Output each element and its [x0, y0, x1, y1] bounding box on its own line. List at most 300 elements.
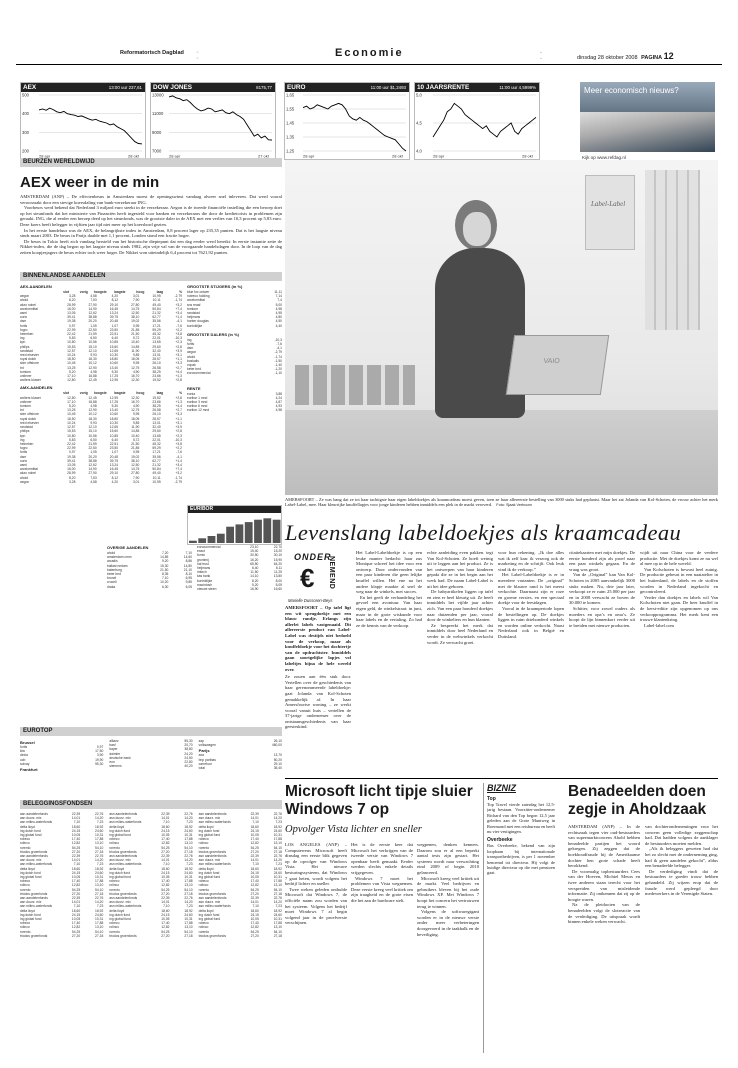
label-article-paragraph: Label-label.com [644, 622, 674, 628]
stock-value: 18,60 [71, 908, 81, 913]
stock-value: 24,15 [71, 828, 81, 833]
stock-name: asn aandelenfonds [198, 854, 227, 859]
stock-name: ahold [187, 354, 196, 359]
stock-value: 18,60 [250, 866, 259, 871]
stock-value: 17,40 [161, 837, 170, 842]
stock-name: blue fox ontwer [187, 290, 210, 294]
stock-name: euribor 6 mnd [187, 404, 208, 409]
chart-series-line [303, 103, 406, 151]
stock-name: asn duurz. mix [109, 858, 131, 863]
stock-value: 13,70 [273, 753, 282, 758]
stock-value: 13,25 [67, 365, 76, 370]
stock-value: 20,20 [88, 319, 97, 324]
stock-value: 10,24 [67, 420, 76, 425]
label-article-paragraph: Vooral in de kraamperiode lopen de bestellingen op. De doekjes liggen in ruim driehonderd winkels en worden online verkocht. Naast Nederland ook in België en Duitsland. [498, 605, 564, 639]
stock-value: 12,95 [109, 378, 119, 383]
masthead-section-title: Economie [335, 47, 404, 59]
stock-value: 15,40 [250, 549, 259, 554]
label-article-author: Marielle Dussoren-Beys [288, 598, 333, 603]
stock-value: 5,20 [69, 404, 76, 409]
beurzen-body [20, 194, 282, 270]
stock-value: 27,20 [161, 891, 170, 896]
stock-name: axa [198, 753, 204, 758]
stock-value: 12,45 [88, 378, 97, 383]
ondernemend-badge [288, 550, 354, 596]
stock-value: 18,80 [109, 357, 119, 362]
stock-value: 16,88 [88, 399, 97, 404]
stock-name: vopak [187, 363, 196, 368]
stock-value: 18,92 [273, 866, 282, 871]
stock-value: 10,31 [273, 917, 282, 922]
stock-name: imtech [197, 570, 207, 575]
stock-value: 5,30 [111, 369, 119, 374]
stock-value: 17,88 [95, 921, 104, 926]
label-article-paragraph: De babyartikelen liggen op tafel en zien er heel kleurig uit. Ze heeft inmiddels het vijfde jaar achter zich. Van een paar honderd doekjes naar duizenden per jaar, vooral door de winkeliers en hun klanten. [427, 589, 493, 623]
stock-name: asn aandelenfonds [198, 812, 227, 816]
stock-value: laagste [114, 290, 126, 294]
stock-name: draka [107, 584, 116, 589]
bizniz-column [483, 783, 555, 1053]
stock-value: 14,85 [160, 555, 169, 560]
stock-name: tomtom [20, 369, 31, 374]
ms-article-subhead: Opvolger Vista lichter en sneller [285, 824, 422, 835]
stock-name: robeco [20, 837, 31, 842]
chart-ytick: 1,55 [286, 106, 295, 112]
stock-value: 19,02 [131, 319, 140, 324]
stock-value: +3,2 [175, 302, 182, 307]
stock-value: 10,85 [109, 340, 119, 345]
stock-name: asn duurz. mix [20, 858, 42, 863]
stock-name: rorento [109, 845, 120, 850]
stock-name: fornix [197, 553, 206, 558]
stock-name: koninklijke [197, 578, 213, 583]
ahold-article-paragraph: De voormalig topbestuurders Cees van der Hoeven, Michiel Meurs en twee anderen staan terecht voor het verspreiden van misleidende informatie. Zij ontkennen dat zij op de hoogte waren. [568, 868, 640, 902]
stock-value: laag [156, 391, 164, 396]
stock-value: 29,60 [152, 344, 161, 349]
stock-value: 22,39 [161, 812, 170, 816]
stock-value: 4,20 [111, 294, 119, 299]
stock-value: 17,25 [109, 399, 119, 404]
stock-value: 10,31 [184, 875, 193, 880]
stock-name: royal dutch [20, 357, 37, 362]
label-article-col4 [498, 550, 564, 775]
stock-value: 24,60 [95, 912, 104, 917]
stock-value: 11,90 [131, 348, 140, 353]
stock-value: 28,99 [67, 302, 76, 307]
stock-name: ing dutch fund [198, 870, 220, 875]
stock-value: +2,3 [175, 433, 182, 438]
chart-title: AEX 13:00 uur 237,61 [21, 83, 145, 92]
stock-value: 4,50 [275, 319, 282, 324]
stock-value: 12,10 [88, 425, 97, 430]
stock-value: 7,23 [186, 904, 193, 909]
stock-name: asn milieu-waterfonds [20, 820, 53, 825]
stock-value: 13,05 [67, 462, 76, 467]
ms-article-headline: Microsoft licht tipje sluier Windows 7 op [285, 783, 473, 818]
label-article-paragraph: Van Kolschoten is bewust heel zuinig. De productie gebeurt in een naaiatelier in het buitenland, de labels en de stoffen worden in Nederland ingekocht en gecontroleerd. [640, 566, 718, 595]
stock-value: 10,31 [95, 833, 104, 838]
euribor-bar [208, 536, 216, 543]
chart-xtick-end: 28 okt [522, 153, 533, 159]
stock-name: asn duurz. mix [198, 816, 221, 821]
stock-value: 10,11 [152, 298, 161, 303]
stock-value: 38,25 [152, 369, 161, 374]
stock-name: rorento [198, 929, 210, 934]
stock-value: +1,1 [175, 416, 182, 421]
stock-value: 8,86 [185, 559, 192, 564]
stock-value: 12,95 [109, 395, 119, 400]
stock-value: 26,58 [152, 408, 161, 413]
stock-name: ing global fund [20, 875, 42, 880]
stock-value: 10,24 [67, 353, 76, 358]
stock-value: 54,25 [250, 887, 259, 892]
stock-value: 21,50 [160, 567, 169, 572]
ad-headline: Meer economisch nieuws? [584, 86, 679, 95]
stock-name: beter bed [107, 572, 121, 577]
stock-value: 39,75 [109, 315, 119, 320]
chart-xtick-start: 28 apr [39, 153, 51, 159]
beurzen-paragraph: AMSTERDAM (ANP) – De effectenbeurs in Amsterdam moest de openingswinst vandaag alweer snel inleveren. Dat werd vooral veroorzaakt door een stevige koersdaling van bank-verzekeraar ING. [20, 194, 282, 205]
stock-name: daimler [109, 751, 121, 756]
stock-name: rorento [20, 929, 31, 934]
stock-value: 32,40 [152, 425, 161, 430]
stock-value: 9,95 [132, 412, 140, 417]
stock-value: 35,40 [273, 766, 282, 771]
stock-value: -1,20 [274, 367, 282, 372]
label-article-paragraph: Van de „Original” kan Van Kol-Schoten in 2005 aanvankelijk 3000 stuks maken. Nu, drie jaar later, verkoopt ze er ruim 25.000 per jaar en in 2008 verwacht ze boven de 30.000 te komen. [569, 572, 635, 606]
stock-name: delta lloyd [109, 908, 125, 913]
stock-value: +3,4 [175, 311, 182, 316]
stock-value: 13,10 [95, 925, 104, 930]
stock-value: 21,32 [152, 462, 161, 467]
stock-value: 17,25 [109, 374, 119, 379]
stock-name: eurocommercial [197, 545, 221, 549]
stock-value: 14,10 [250, 574, 259, 579]
stock-value: -2,79 [174, 479, 182, 484]
stock-value: 6,40 [251, 566, 259, 571]
stock-name: asn duurz. mix [109, 816, 131, 821]
stock-value: 45,32 [152, 332, 161, 337]
stock-value: 27,20 [71, 849, 81, 854]
masthead-dots-right: ◦ ◦ [540, 50, 542, 62]
stock-value: 38,10 [131, 315, 140, 320]
masthead-dots-left: ◦ ◦ [196, 50, 199, 62]
stock-value: 16,70 [131, 374, 140, 379]
stock-value: 13,10 [184, 883, 193, 888]
stock-name: ing dutch fund [198, 828, 220, 833]
stock-value: 10,30 [109, 353, 119, 358]
label-article-col1 [285, 605, 351, 775]
euribor-bar [245, 522, 253, 543]
stock-name: asn milieu-waterfonds [109, 904, 142, 909]
stock-value: 14,01 [250, 816, 259, 821]
badge-word-top: ONDER [294, 552, 332, 562]
stock-value: 14,01 [161, 816, 170, 821]
stock-value: 38,80 [184, 747, 193, 752]
stock-name: aegon [20, 479, 30, 484]
stock-value: 59,29 [152, 327, 161, 332]
stock-value: 8,12 [111, 298, 119, 303]
stock-name: ing [20, 437, 25, 442]
stock-value: 13,65 [152, 433, 161, 438]
stock-name: arcelormittal [187, 298, 205, 303]
stock-name: ing dutch fund [198, 912, 220, 917]
stock-name: carrefour [198, 761, 212, 766]
stock-value: 17,88 [184, 879, 193, 884]
stock-value: 28,57 [152, 416, 161, 421]
stock-value: 17,10 [67, 374, 76, 379]
stock-value: 12,65 [109, 348, 119, 353]
stock-value: 39,41 [67, 315, 76, 320]
stock-value: 12,57 [67, 425, 76, 430]
stock-value: 24,50 [184, 755, 193, 760]
stock-value: 14,60 [183, 555, 192, 560]
stock-name: ing global fund [198, 917, 221, 922]
stock-value: 26,58 [152, 365, 161, 370]
stock-value: 10,85 [109, 433, 119, 438]
stock-value: 13,10 [184, 841, 193, 846]
stock-value: 13,10 [273, 925, 282, 930]
stock-name: dexia [20, 753, 28, 758]
stock-value: 24,60 [95, 828, 104, 833]
stock-value: 17,40 [71, 921, 81, 926]
chart-ytick: 1,45 [286, 120, 295, 126]
badge-euro-icon: € [300, 563, 315, 593]
stock-value: 14,75 [131, 306, 140, 311]
stock-value: 26,10 [152, 412, 161, 417]
stock-value: 24,20 [184, 751, 193, 756]
stock-value: 0,97 [69, 450, 76, 455]
stock-name: euribor 1 mnd [187, 395, 208, 400]
stock-value: 22,80 [184, 760, 193, 765]
masthead-paper-name: Reformatorisch Dagblad [120, 50, 184, 56]
euribor-chart [187, 505, 282, 545]
stock-value: 10,30 [109, 420, 119, 425]
stock-value: 22,76 [95, 896, 104, 901]
stock-name: bayer [109, 747, 118, 752]
bizniz-section-text: Top Travel vierde zaterdag het 12,5-jarig bestaan. Voorzitter-ondernemer Richard van den Top begon 12,5 jaar geleden aan de Grote Muntweg in Roermond met een reisbureau en heeft nu vier vestigingen. [487, 802, 555, 835]
stock-name: allianz [109, 739, 119, 743]
stock-value: 17,40 [250, 837, 259, 842]
stock-value: 7,20 [161, 551, 169, 555]
stock-name: aegon [187, 350, 197, 355]
stock-value: 6,40 [111, 336, 119, 341]
stock-value: 40,20 [184, 764, 193, 769]
stock-value: 22,42 [67, 332, 76, 337]
stock-name: delta lloyd [198, 908, 214, 913]
stock-value: 8,20 [69, 475, 76, 480]
fondsen-row [20, 934, 103, 938]
stock-value: +3,9 [175, 348, 182, 353]
web-ad-banner[interactable] [580, 82, 715, 152]
stock-value: 22,01 [152, 437, 161, 442]
stock-value: 22,99 [67, 327, 76, 332]
stock-name: tomtom [20, 404, 31, 409]
stock-value: 27,90 [88, 302, 97, 307]
stock-value: 21,59 [88, 332, 97, 337]
stock-name: delta lloyd [198, 866, 214, 871]
stock-name: corio [20, 458, 28, 463]
stock-value: 4,20 [111, 479, 119, 484]
stock-value: 22,01 [152, 336, 161, 341]
stock-value: 7,23 [186, 820, 193, 825]
photo-person-face [463, 212, 491, 246]
stock-name: rolinco [20, 883, 30, 888]
chart-aex [20, 82, 146, 160]
stock-value: 16,20 [250, 557, 259, 562]
stock-value: 7,90 [132, 475, 140, 480]
stock-value: 11,11 [274, 290, 282, 294]
stock-value: 15,20 [273, 549, 282, 554]
stock-value: 4,87 [275, 400, 282, 405]
stock-value: 54,10 [184, 845, 193, 850]
stock-value: 13,80 [273, 574, 282, 579]
stock-value: 35,56 [152, 319, 161, 324]
stock-value: 19,38 [67, 454, 76, 459]
stock-value: 18,60 [250, 824, 259, 829]
ms-article-paragraph: Volgens de softwaregigant worden er in de nieuwe versie onder meer verbeteringen doorgevoerd in de taakbalk en de beveiliging. [417, 909, 479, 937]
stock-value: 10,95 [152, 294, 161, 299]
stock-value: 22,39 [250, 896, 259, 901]
stock-value: 18,92 [95, 824, 104, 829]
stock-value: 14,90 [88, 306, 97, 311]
overige-row [107, 585, 192, 589]
stock-value: 17,88 [184, 921, 193, 926]
ms-article-paragraph: LOS ANGELES (ANP) – Computerreus Microsoft heeft dinsdag een eerste blik gegeven op de opvolger van Windows Vista. Het nieuwe besturingssysteem, dat Windows 7 gaat heten, wordt volgens het bedrijf lichter en sneller. [285, 842, 347, 887]
stock-value: 0,95 [132, 450, 140, 455]
stock-name: triodos groenfonds [20, 891, 48, 896]
stock-value: 38,88 [88, 458, 97, 463]
stock-value: 10,40 [131, 340, 140, 345]
stock-value: 6,30 [161, 584, 169, 589]
stock-value: laagste [114, 391, 126, 396]
stock-value: 7,14 [275, 294, 282, 299]
stock-value: 7,53 [90, 298, 97, 303]
stock-name: rorento [20, 887, 31, 892]
stock-value: 17,88 [273, 921, 282, 926]
stock-value: +3,3 [175, 412, 182, 417]
label-article-paragraph: wijdt uit naar China voor de verdere productie. Met de doekjes komt ze nu wel al mee op in de hele wereld. [640, 550, 718, 567]
stock-value: +4,4 [175, 404, 182, 409]
stock-name: asn milieu-waterfonds [109, 820, 142, 825]
stock-value: 27,80 [131, 471, 140, 476]
stock-value: 22,99 [67, 446, 76, 451]
stock-name: rorento [109, 887, 120, 892]
stock-value: 14,20 [184, 858, 193, 863]
stock-name: sbm offshore [20, 361, 39, 366]
chart-plot [151, 92, 275, 159]
stock-value: 18,80 [109, 416, 119, 421]
stock-value: 17,88 [184, 837, 193, 842]
stock-value: 1,05 [90, 450, 97, 455]
stock-name: unilever [20, 399, 32, 404]
fondsen-table [20, 812, 282, 1052]
stock-name: sbm offshore [20, 412, 39, 417]
stock-name: rorento [109, 929, 120, 934]
stock-value: 21,10 [183, 567, 192, 572]
stock-name: triodos groenfonds [109, 891, 137, 896]
label-article-col6 [640, 550, 718, 775]
stijgers-row [187, 324, 282, 328]
stock-name: fugro [20, 446, 28, 451]
ms-article-paragraph: Windows 7 moet het problemen van Vista wegnemen. Deze versie kreeg veel kritiek om zijn traagheid en de grote eisen die het aan de hardware stelt. [351, 875, 413, 903]
stock-name: heineken [20, 332, 34, 337]
stock-value: 24,60 [184, 912, 193, 917]
stock-value: % [179, 290, 182, 294]
stock-value: 13,01 [152, 420, 161, 425]
stock-name: rorento [20, 845, 31, 850]
stock-name: kpn [20, 433, 26, 438]
stock-name: kas bank [197, 574, 211, 579]
stock-value: 27,80 [131, 302, 140, 307]
stock-value: 4,90 [132, 404, 140, 409]
stock-name: heijmans [197, 566, 211, 571]
stock-name: reed elsevier [20, 353, 39, 358]
stock-value: 10,12 [88, 412, 97, 417]
stock-name: rolinco [20, 925, 30, 930]
stock-name: wolters kluwer [20, 378, 41, 383]
stock-name: ing global fund [109, 875, 131, 880]
euribor-bar [273, 520, 281, 543]
chart-xtick-start: 28 apr [169, 153, 181, 159]
stock-name: asn milieu-waterfonds [20, 904, 53, 909]
stock-value: +7,4 [175, 306, 182, 311]
ms-article-col1 [285, 842, 347, 1052]
stock-value: 1,07 [111, 450, 119, 455]
stock-value: -1,40 [274, 363, 282, 368]
ms-article-paragraph: wegpenen, denken kenners. Daarom zou er al een beperkt aantal tests zijn gestart. Het systeem wordt naar verwachting eind 2009 of begin 2010 gelanceerd. [417, 842, 479, 875]
stock-value: 14,20 [95, 858, 104, 863]
label-article-lead: AMERSFOORT – Op tafel ligt een wit speugdoekje met een blauw randje. Erlangs zijn allerlei labels vastgenaaid. Dit allereerste product van Label-Label was destijds niet bedoeld voor de verkoop, maar als knuffeldoekje voor het dochtertje van de opdrachtster. Inmiddels gaan soortgelijke lapjes vol labeltjes bijna de hele wereld over. [285, 605, 351, 672]
chart-plot [415, 92, 539, 159]
stock-value: 18,30 [88, 357, 97, 362]
stock-value: -10,3 [174, 437, 182, 442]
stock-value: 17,21 [152, 450, 161, 455]
stock-value: 20,20 [88, 454, 97, 459]
ahold-article-paragraph: „Als ik beleggers geweten had dat het zo slecht met de onderneming ging, had ik geen aandelen gekocht”, aldus een benadeelde belegger. [645, 846, 718, 869]
stock-value: 14,01 [71, 900, 81, 905]
label-article-paragraph: echte aanleiding even pakken. tegt Van Kol-Schoten. Ze hoeft weinig uit te leggen aan het product. Ze is het ontwerpen van haar kinderen gepakt die ze in het begin aan het werk had. De naam Label-Label is uit het idee geboren. [427, 550, 493, 589]
stock-name: euribor 12 mnd [187, 408, 210, 413]
stock-name: royal dutch [20, 416, 37, 421]
chart-xtick-end: 28 okt [392, 153, 403, 159]
stock-value: 10,31 [95, 917, 104, 922]
stock-value: 30,10 [273, 553, 282, 558]
stock-value: 18,92 [184, 866, 193, 871]
stock-value: 14,20 [273, 858, 282, 863]
stock-name: robeco [109, 921, 120, 926]
stock-name: ing dutch fund [109, 870, 131, 875]
stock-value: 17,88 [95, 879, 104, 884]
stock-name: aegon [20, 294, 30, 299]
stock-value: 10,12 [88, 361, 97, 366]
ad-cta-link[interactable]: Kijk op www.refdag.nl [582, 155, 626, 160]
stock-name: reed elsevier [20, 420, 39, 425]
chart-plot [21, 92, 145, 159]
stock-value: 22,39 [250, 812, 259, 816]
stock-value: +3,4 [175, 462, 182, 467]
stock-value: 17,88 [95, 837, 104, 842]
stock-value: 4,93 [275, 404, 282, 409]
stock-value: 27,20 [250, 933, 259, 938]
stock-value: 13,40 [109, 408, 119, 413]
stock-name: heijmans [187, 315, 201, 320]
euribor-chart-title: EURIBOR [188, 506, 281, 513]
beurzen-headline: AEX weer in de min [20, 174, 160, 191]
stock-value: 27,20 [161, 849, 170, 854]
stock-name: rolinco [109, 883, 120, 888]
stock-value: +1,3 [175, 374, 182, 379]
